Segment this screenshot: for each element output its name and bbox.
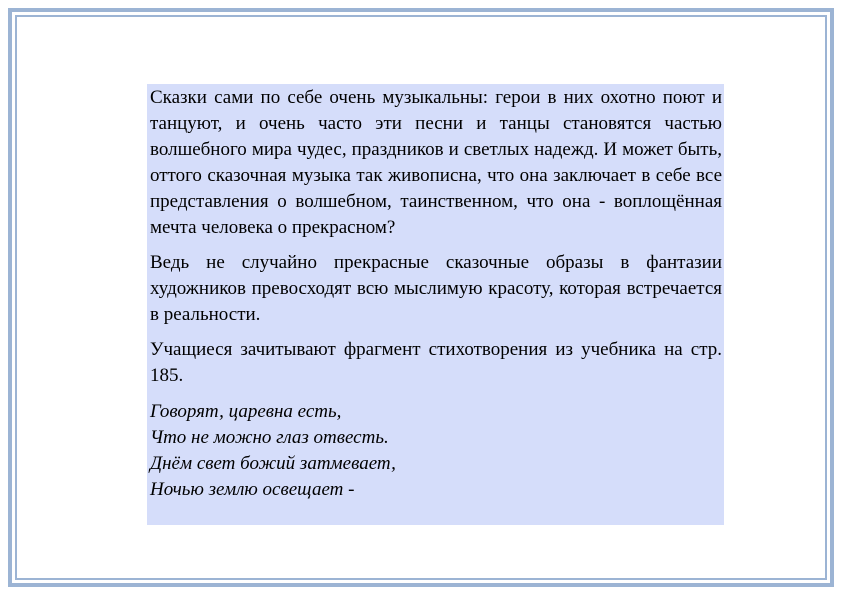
poem-line: Днём свет божий затмевает, [150,453,396,474]
poem-fragment [150,399,722,503]
paragraph-fairy-tale-images: Ведь не случайно прекрасные сказочные образы в фантазии художников превосходят всю мыслимую красоту, которая встречается в реальности. [150,252,722,325]
text-box [147,84,724,525]
paragraph-students-reading: Учащиеся зачитывают фрагмент стихотворения из учебника на стр. 185. [150,339,722,386]
paragraph-fairy-tales-music: Сказки сами по себе очень музыкальны: герои в них охотно поют и танцуют, и очень часто эти песни и танцы становятся частью волшебного мира чудес, праздников и светлых надежд. И может быть, оттого сказочная музыка так живописна, что она заключает в себе все представления о волшебном, таинственном, что она - воплощённая мечта человека о прекрасном? [150,87,722,238]
poem-line: Что не можно глаз отвесть. [150,427,389,448]
poem-line: Говорят, царевна есть, [150,401,342,422]
poem-line: Ночью землю освещает - [150,479,355,500]
